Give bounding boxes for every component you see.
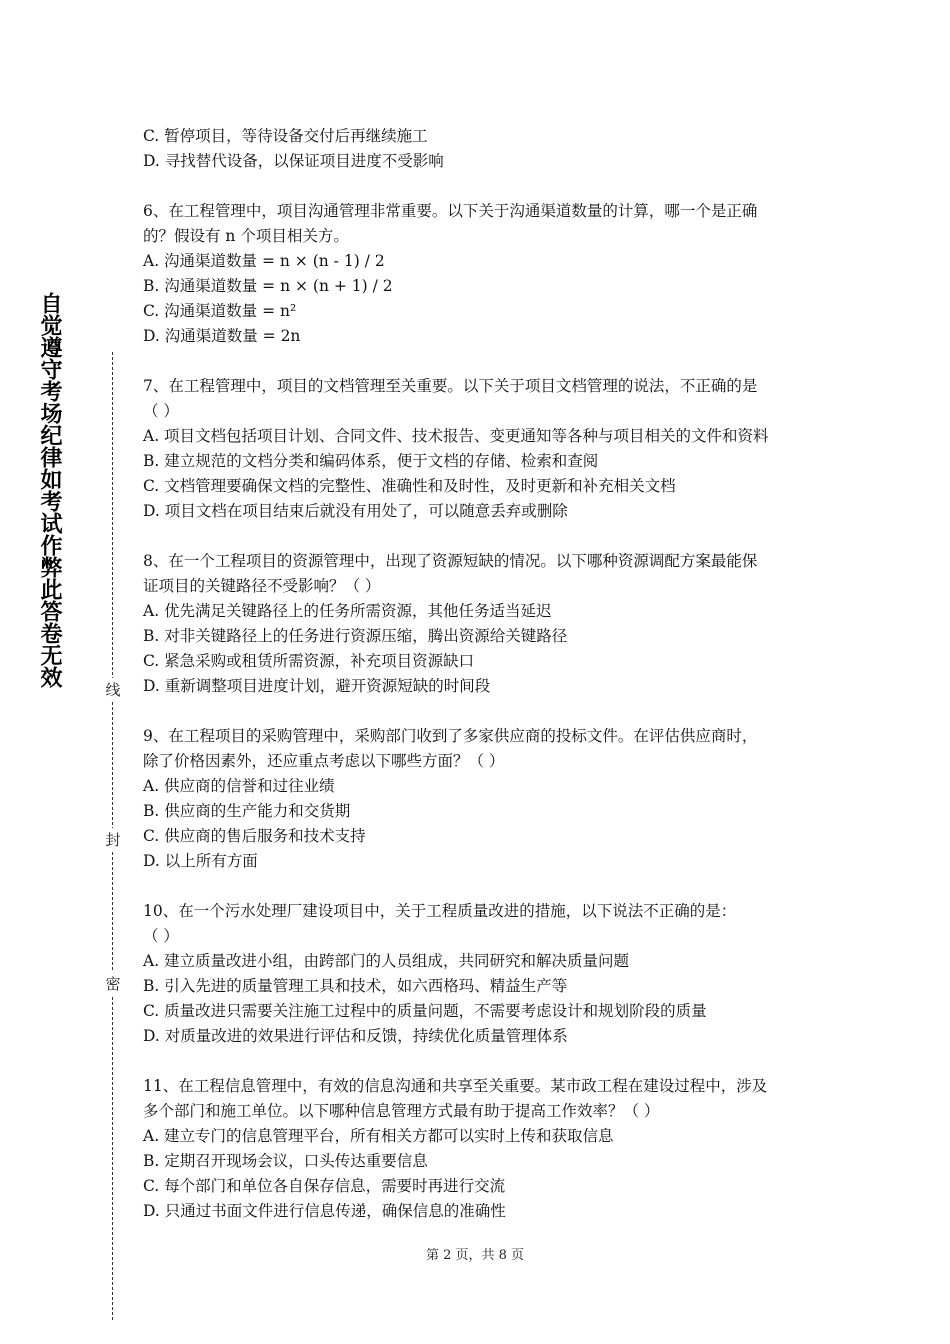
- binding-label-secret: 密: [103, 972, 123, 996]
- question-text-line: C. 文档管理要确保文档的完整性、准确性和及时性，及时更新和补充相关文档: [143, 477, 676, 495]
- question-text-line: 7、在工程管理中，项目的文档管理至关重要。以下关于项目文档管理的说法，不正确的是: [143, 377, 758, 395]
- question-text-line: D. 寻找替代设备，以保证项目进度不受影响: [143, 152, 444, 170]
- question-text-line: A. 供应商的信誉和过往业绩: [143, 777, 335, 795]
- binding-label-line: 线: [103, 678, 123, 702]
- question-text-line: D. 以上所有方面: [143, 852, 258, 870]
- question-text-line: 8、在一个工程项目的资源管理中，出现了资源短缺的情况。以下哪种资源调配方案最能保: [143, 552, 758, 570]
- question-text-line: D. 项目文档在项目结束后就没有用处了，可以随意丢弃或删除: [143, 502, 568, 520]
- question-text-line: B. 定期召开现场会议，口头传达重要信息: [143, 1152, 428, 1170]
- question-text-line: C. 供应商的售后服务和技术支持: [143, 827, 366, 845]
- question-text-line: 除了价格因素外，还应重点考虑以下哪些方面？（ ）: [143, 752, 505, 770]
- question-text-line: A. 沟通渠道数量 = n × (n - 1) / 2: [143, 252, 385, 270]
- question-text-line: D. 只通过书面文件进行信息传递，确保信息的准确性: [143, 1202, 506, 1220]
- question-text-line: D. 对质量改进的效果进行评估和反馈，持续优化质量管理体系: [143, 1027, 568, 1045]
- question-text-line: 多个部门和施工单位。以下哪种信息管理方式最有助于提高工作效率？（ ）: [143, 1102, 660, 1120]
- blank-line: [143, 349, 813, 374]
- question-text-line: 10、在一个污水处理厂建设项目中，关于工程质量改进的措施，以下说法不正确的是：: [143, 902, 737, 920]
- question-text-line: C. 暂停项目，等待设备交付后再继续施工: [143, 127, 428, 145]
- blank-line: [143, 524, 813, 549]
- blank-line: [143, 699, 813, 724]
- question-text-line: B. 对非关键路径上的任务进行资源压缩，腾出资源给关键路径: [143, 627, 568, 645]
- binding-label-seal: 封: [103, 828, 123, 852]
- question-text-line: 证项目的关键路径不受影响？（ ）: [143, 577, 381, 595]
- question-text-line: C. 紧急采购或租赁所需资源，补充项目资源缺口: [143, 652, 475, 670]
- question-text-line: A. 建立专门的信息管理平台，所有相关方都可以实时上传和获取信息: [143, 1127, 614, 1145]
- question-text-line: 的？假设有 n 个项目相关方。: [143, 227, 349, 245]
- question-text-line: （ ）: [143, 402, 179, 420]
- question-text-line: （ ）: [143, 927, 179, 945]
- question-text-line: B. 建立规范的文档分类和编码体系，便于文档的存储、检索和查阅: [143, 452, 599, 470]
- question-text-line: C. 每个部门和单位各自保存信息，需要时再进行交流: [143, 1177, 506, 1195]
- question-text-line: B. 沟通渠道数量 = n × (n + 1) / 2: [143, 277, 393, 295]
- question-text-line: C. 沟通渠道数量 = n²: [143, 302, 297, 320]
- question-text-line: A. 建立质量改进小组，由跨部门的人员组成，共同研究和解决质量问题: [143, 952, 630, 970]
- question-text-line: B. 供应商的生产能力和交货期: [143, 802, 351, 820]
- question-text-line: 11、在工程信息管理中，有效的信息沟通和共享至关重要。某市政工程在建设过程中，涉及: [143, 1077, 768, 1095]
- question-text-line: 6、在工程管理中，项目沟通管理非常重要。以下关于沟通渠道数量的计算，哪一个是正确: [143, 202, 758, 220]
- blank-line: [143, 1049, 813, 1074]
- question-text-line: D. 重新调整项目进度计划，避开资源短缺的时间段: [143, 677, 491, 695]
- blank-line: [143, 874, 813, 899]
- question-text-line: A. 项目文档包括项目计划、合同文件、技术报告、变更通知等各种与项目相关的文件和资料: [143, 427, 769, 445]
- question-text-line: C. 质量改进只需要关注施工过程中的质量问题，不需要考虑设计和规划阶段的质量: [143, 1002, 707, 1020]
- question-content: [143, 124, 813, 1224]
- question-text-line: A. 优先满足关键路径上的任务所需资源，其他任务适当延迟: [143, 602, 552, 620]
- exam-discipline-notice: 自觉遵守考场纪律如考试作弊此答卷无效: [37, 292, 62, 688]
- question-text-line: B. 引入先进的质量管理工具和技术，如六西格玛、精益生产等: [143, 977, 568, 995]
- page-number-footer: 第 2 页，共 8 页: [425, 1248, 525, 1263]
- blank-line: [143, 174, 813, 199]
- question-text-line: 9、在工程项目的采购管理中，采购部门收到了多家供应商的投标文件。在评估供应商时，: [143, 727, 758, 745]
- question-text-line: D. 沟通渠道数量 = 2n: [143, 327, 301, 345]
